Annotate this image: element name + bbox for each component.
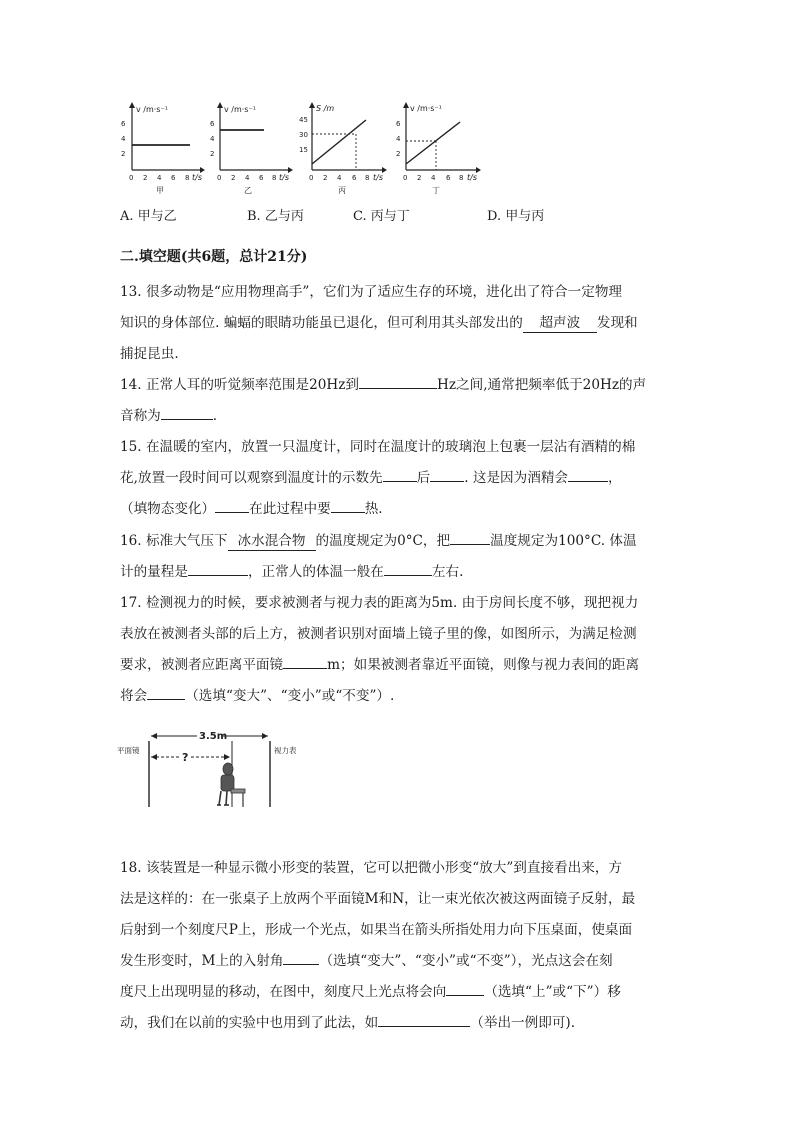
q14-blank-1[interactable] [359, 370, 437, 389]
ytick: 4 [121, 135, 126, 143]
xtick: 0 [309, 174, 314, 182]
graph-bing-plot [298, 100, 390, 196]
q13-line-3: 捕捉昆虫. [120, 346, 179, 362]
q18-line-4 [120, 946, 675, 977]
q18-text: （选填“上”或“下”）移 [484, 984, 621, 1000]
q17-line-3 [120, 650, 675, 681]
question-14 [120, 370, 675, 432]
xtick: 6 [259, 174, 264, 182]
q18-text: （选填“变大”、“变小”或“不变”），光点这会在刻 [319, 953, 613, 969]
ylabel: v /m·s⁻¹ [136, 105, 168, 114]
q16-text: 左右. [431, 564, 464, 580]
q15-blank-1[interactable] [383, 463, 417, 482]
q16-answer-blank[interactable]: 冰水混合物 [228, 532, 316, 551]
q16-line-1 [120, 526, 675, 557]
seated-person-icon [217, 763, 245, 807]
xtick: 0 [403, 174, 408, 182]
xtick: 0 [129, 174, 134, 182]
q16-blank-3[interactable] [188, 557, 248, 576]
q15-blank-5[interactable] [331, 494, 365, 513]
q13-line-1: 13. 很多动物是“应用物理高手”，它们为了适应生存的环境，进化出了符合一定物理 [120, 284, 623, 300]
ylabel: v /m·s⁻¹ [410, 104, 442, 113]
q15-text: 在此过程中要 [249, 501, 331, 517]
q14-text: 14. 正常人耳的听觉频率范围是20Hz到 [120, 377, 359, 393]
unknown-distance: ? [182, 751, 189, 764]
choice-c[interactable]: C. 丙与丁 [353, 209, 410, 224]
q17-text: 要求，被测者应距离平面镜 [120, 657, 284, 673]
graph-bing [298, 100, 390, 196]
eye-test-figure [117, 727, 297, 809]
q18-line-1: 18. 该装置是一种显示微小形变的装置，它可以把微小形变“放大”到直接看出来，方 [120, 860, 623, 876]
ytick: 4 [210, 135, 215, 143]
q16-text: 16. 标准大气压下 [120, 533, 228, 549]
mirror-label: 平面镜 [117, 746, 140, 755]
q18-blank-2[interactable] [446, 977, 484, 996]
xtick: 2 [143, 174, 148, 182]
q13-text: 知识的身体部位. 蝙蝠的眼睛功能虽已退化，但可利用其头部发出的 [120, 315, 523, 331]
q17-text: m；如果被测者靠近平面镜，则像与视力表间的距离 [327, 657, 640, 673]
q14-line-1 [120, 370, 675, 401]
ytick: 4 [396, 135, 401, 143]
q17-text: （选填“变大”、“变小”或“不变”）. [185, 688, 395, 704]
q15-blank-2[interactable] [430, 463, 464, 482]
ytick: 2 [121, 150, 126, 158]
graph-jia [112, 100, 204, 196]
xtick: 4 [337, 174, 342, 182]
q17-blank-1[interactable] [283, 650, 327, 669]
question-16 [120, 526, 675, 588]
ytick: 15 [299, 146, 308, 154]
ytick: 2 [396, 150, 401, 158]
xtick: 2 [323, 174, 328, 182]
q14-line-2 [120, 401, 675, 432]
motion-graphs [112, 100, 492, 196]
q18-text: 发生形变时，M上的入射角 [120, 953, 284, 969]
xtick: 4 [245, 174, 250, 182]
question-13 [120, 277, 675, 370]
q14-blank-2[interactable] [161, 401, 213, 420]
q18-text: （举出一例即可). [470, 1015, 576, 1031]
ytick: 2 [210, 150, 215, 158]
q17-text: 将会 [120, 688, 148, 704]
q14-text: Hz之间,通常把频率低于20Hz的声 [436, 377, 647, 393]
caption: 乙 [244, 186, 252, 195]
q14-text: . [212, 408, 218, 424]
xtick: 8 [272, 174, 277, 182]
q18-blank-3[interactable] [378, 1008, 470, 1027]
q17-line-2: 表放在被测者头部的后上方，被测者识别对面墙上镜子里的像，如图所示，为满足检测 [120, 626, 637, 642]
q13-text: 发现和 [596, 315, 638, 331]
choice-d[interactable]: D. 甲与丙 [487, 209, 545, 224]
q18-line-3: 后射到一个刻度尺P上，形成一个光点，如果当在箭头所指处用力向下压桌面，使桌面 [120, 922, 633, 938]
q15-text: 后 [416, 470, 431, 486]
graph-yi-plot [206, 100, 298, 196]
q16-blank-4[interactable] [384, 557, 432, 576]
q16-text: 计的量程是 [120, 564, 188, 580]
ytick: 6 [396, 120, 401, 128]
graph-ding-plot [392, 100, 484, 196]
q15-text: 热. [364, 501, 383, 517]
q17-blank-2[interactable] [147, 681, 185, 700]
q15-text: 花,放置一段时间可以观察到温度计的示数先 [120, 470, 383, 486]
q16-text: ，正常人的体温一般在 [247, 564, 384, 580]
xunit: t/s [279, 173, 289, 182]
q15-line-2 [120, 463, 675, 494]
distance-label: 3.5m [199, 731, 228, 742]
q15-text: （填物态变化） [120, 501, 216, 517]
q18-blank-1[interactable] [283, 946, 319, 965]
ylabel: S /m [316, 104, 335, 113]
xtick: 6 [446, 174, 451, 182]
q15-line-1: 15. 在温暖的室内，放置一只温度计，同时在温度计的玻璃泡上包裹一层沾有酒精的棉 [120, 439, 636, 455]
choice-b[interactable]: B. 乙与丙 [247, 209, 304, 224]
q13-answer-blank[interactable]: 超声波 [523, 314, 597, 333]
q16-text: 的温度规定为0°C，把 [315, 533, 451, 549]
q16-blank-2[interactable] [450, 526, 490, 545]
q15-blank-4[interactable] [215, 494, 249, 513]
xtick: 0 [217, 174, 222, 182]
q16-line-2 [120, 557, 675, 588]
q17-line-4 [120, 681, 675, 712]
caption: 丁 [432, 186, 440, 195]
q13-line-2 [120, 308, 675, 339]
xtick: 4 [431, 174, 436, 182]
ytick: 45 [299, 116, 308, 124]
q18-line-2: 法是这样的：在一张桌子上放两个平面镜M和N，让一束光依次被这两面镜子反射，最 [120, 891, 636, 907]
xunit: t/s [373, 173, 383, 182]
q18-line-5 [120, 977, 675, 1008]
q18-line-6 [120, 1008, 675, 1039]
question-15 [120, 432, 675, 525]
question-17 [120, 588, 675, 712]
q15-text: ， [608, 470, 622, 486]
xtick: 6 [352, 174, 357, 182]
ytick: 30 [299, 131, 308, 139]
graph-yi [206, 100, 298, 196]
ytick: 6 [210, 120, 215, 128]
choice-a[interactable]: A. 甲与乙 [120, 209, 177, 224]
eye-test-diagram [117, 727, 297, 809]
chart-label: 视力表 [274, 746, 297, 755]
xunit: t/s [467, 173, 477, 182]
caption: 甲 [156, 186, 164, 195]
xtick: 8 [459, 174, 464, 182]
ylabel: v /m·s⁻¹ [224, 105, 256, 114]
q14-text: 音称为 [120, 408, 161, 424]
xtick: 8 [185, 174, 190, 182]
q16-text: 温度规定为100°C. 体温 [490, 533, 637, 549]
question-18 [120, 853, 675, 1039]
q15-line-3 [120, 494, 675, 525]
xtick: 2 [417, 174, 422, 182]
xtick: 2 [231, 174, 236, 182]
q15-blank-3[interactable] [568, 463, 608, 482]
q18-text: 动，我们在以前的实验中也用到了此法，如 [120, 1015, 379, 1031]
graph-ding [392, 100, 484, 196]
xtick: 6 [171, 174, 176, 182]
caption: 丙 [338, 186, 346, 195]
xunit: t/s [192, 173, 202, 182]
xtick: 8 [365, 174, 370, 182]
section-title: 二.填空题(共6题，总计21分) [120, 249, 308, 265]
q17-line-1: 17. 检测视力的时候，要求被测者与视力表的距离为5m. 由于房间长度不够，现把视力 [120, 595, 639, 611]
xtick: 4 [157, 174, 162, 182]
graph-jia-plot [112, 100, 204, 196]
ytick: 6 [121, 120, 126, 128]
q15-text: . 这是因为酒精会 [464, 470, 569, 486]
q18-text: 度尺上出现明显的移动，在图中，刻度尺上光点将会向 [120, 984, 447, 1000]
